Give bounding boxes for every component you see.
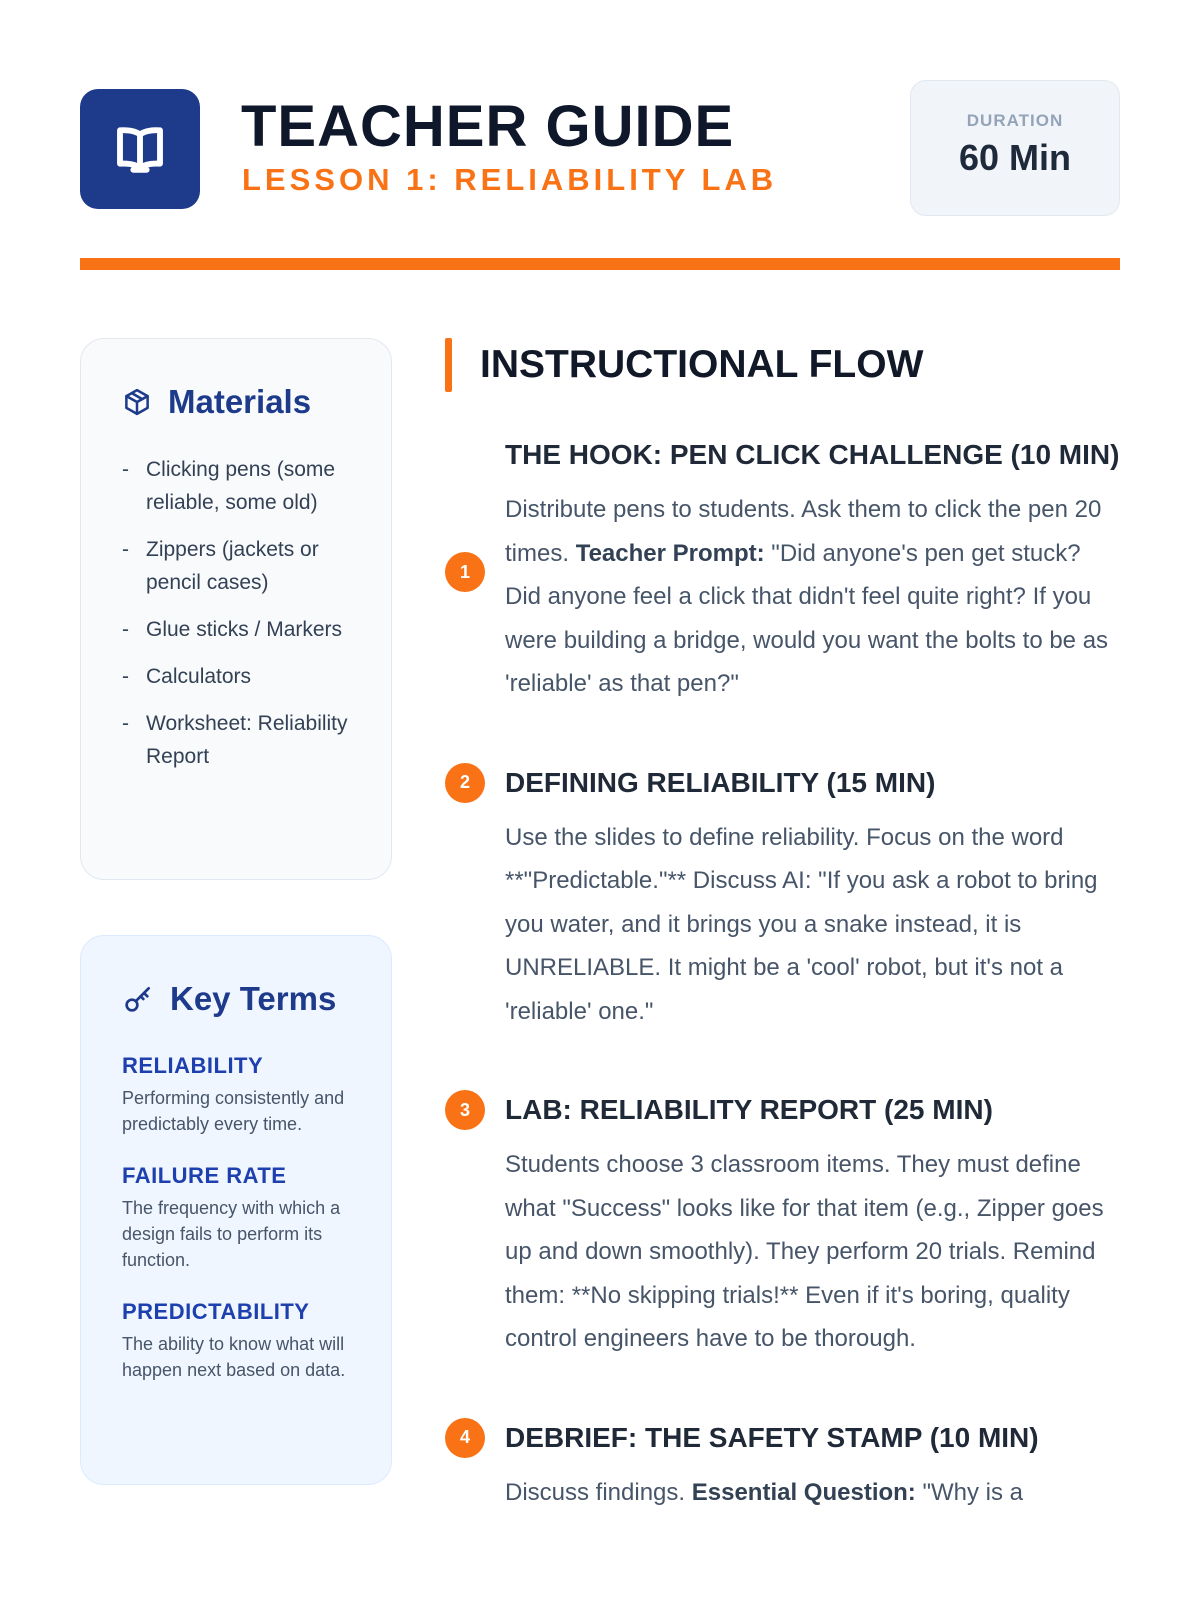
logo — [80, 89, 200, 209]
materials-list — [122, 453, 351, 773]
list-item: - Clicking pens (some reliable, some old) — [122, 453, 351, 519]
term-name: RELIABILITY — [122, 1053, 264, 1078]
materials-card — [80, 338, 392, 880]
term-definition: The frequency with which a design fails to perform its function. — [122, 1198, 341, 1270]
step-number-badge: 3 — [445, 1090, 485, 1130]
duration-card — [910, 80, 1120, 216]
list-item: - Zippers (jackets or pencil cases) — [122, 533, 351, 599]
duration-label: DURATION — [966, 111, 1064, 130]
flow-step — [445, 1087, 1120, 1361]
lesson-subtitle: LESSON 1: RELIABILITY LAB — [242, 162, 778, 197]
flow-step — [445, 1415, 1120, 1515]
header-divider — [80, 258, 1120, 270]
step-body: Students choose 3 classroom items. They must define what "Success" looks like for that item (e.g., Zipper goes up and down smoothly). They perform 20 trials. Remind them: **No skipping trials!** Even if it's boring, quality control engineers have to be thorough. — [505, 1151, 1104, 1352]
term-name: PREDICTABILITY — [122, 1299, 310, 1324]
step-title: DEBRIEF: THE SAFETY STAMP (10 MIN) — [505, 1421, 1039, 1453]
key-terms-title: Key Terms — [170, 980, 337, 1017]
key-icon — [122, 983, 154, 1015]
open-book-icon — [108, 117, 172, 181]
step-body: Discuss findings. Essential Question: "Why is a — [505, 1478, 1024, 1506]
flow-title: INSTRUCTIONAL FLOW — [445, 338, 1120, 392]
duration-value: 60 Min — [958, 137, 1072, 178]
page-title: TEACHER GUIDE — [241, 94, 735, 159]
materials-title: Materials — [168, 383, 312, 420]
flow-step — [445, 432, 1120, 706]
term-definition: Performing consistently and predictably every time. — [122, 1088, 345, 1134]
list-item: - Worksheet: Reliability Report — [122, 707, 351, 773]
term-entry — [122, 1053, 351, 1137]
key-terms-card — [80, 935, 392, 1485]
instructional-flow — [445, 338, 1120, 1514]
step-number-badge: 2 — [445, 763, 485, 803]
flow-step — [445, 760, 1120, 1034]
step-number-badge: 4 — [445, 1418, 485, 1458]
list-item: - Calculators — [122, 660, 351, 693]
key-terms-heading — [122, 980, 351, 1018]
term-definition: The ability to know what will happen next based on data. — [122, 1334, 346, 1380]
package-icon — [122, 387, 152, 417]
step-title: LAB: RELIABILITY REPORT (25 MIN) — [505, 1094, 993, 1125]
step-title: THE HOOK: PEN CLICK CHALLENGE (10 MIN) — [505, 439, 1120, 470]
step-body: Distribute pens to students. Ask them to click the pen 20 times. Teacher Prompt: "Did anyone's pen get stuck? Did anyone feel a click that didn't feel quite right? If you were building a bridge, would you want the bolts to be as 'reliable' as that pen?" — [505, 496, 1109, 697]
page-header — [80, 80, 1120, 210]
step-number-badge: 1 — [445, 552, 485, 592]
term-entry — [122, 1163, 351, 1273]
step-body: Use the slides to define reliability. Focus on the word **"Predictable."** Discuss AI: "If you ask a robot to bring you water, and it brings you a snake instead, it is UNRELIABLE. It might be a 'cool' robot, but it's not a 'reliable' one." — [505, 823, 1098, 1025]
term-name: FAILURE RATE — [122, 1163, 287, 1188]
materials-heading — [122, 383, 351, 421]
list-item: - Glue sticks / Markers — [122, 613, 351, 646]
step-title: DEFINING RELIABILITY (15 MIN) — [505, 766, 936, 798]
term-entry — [122, 1299, 351, 1383]
